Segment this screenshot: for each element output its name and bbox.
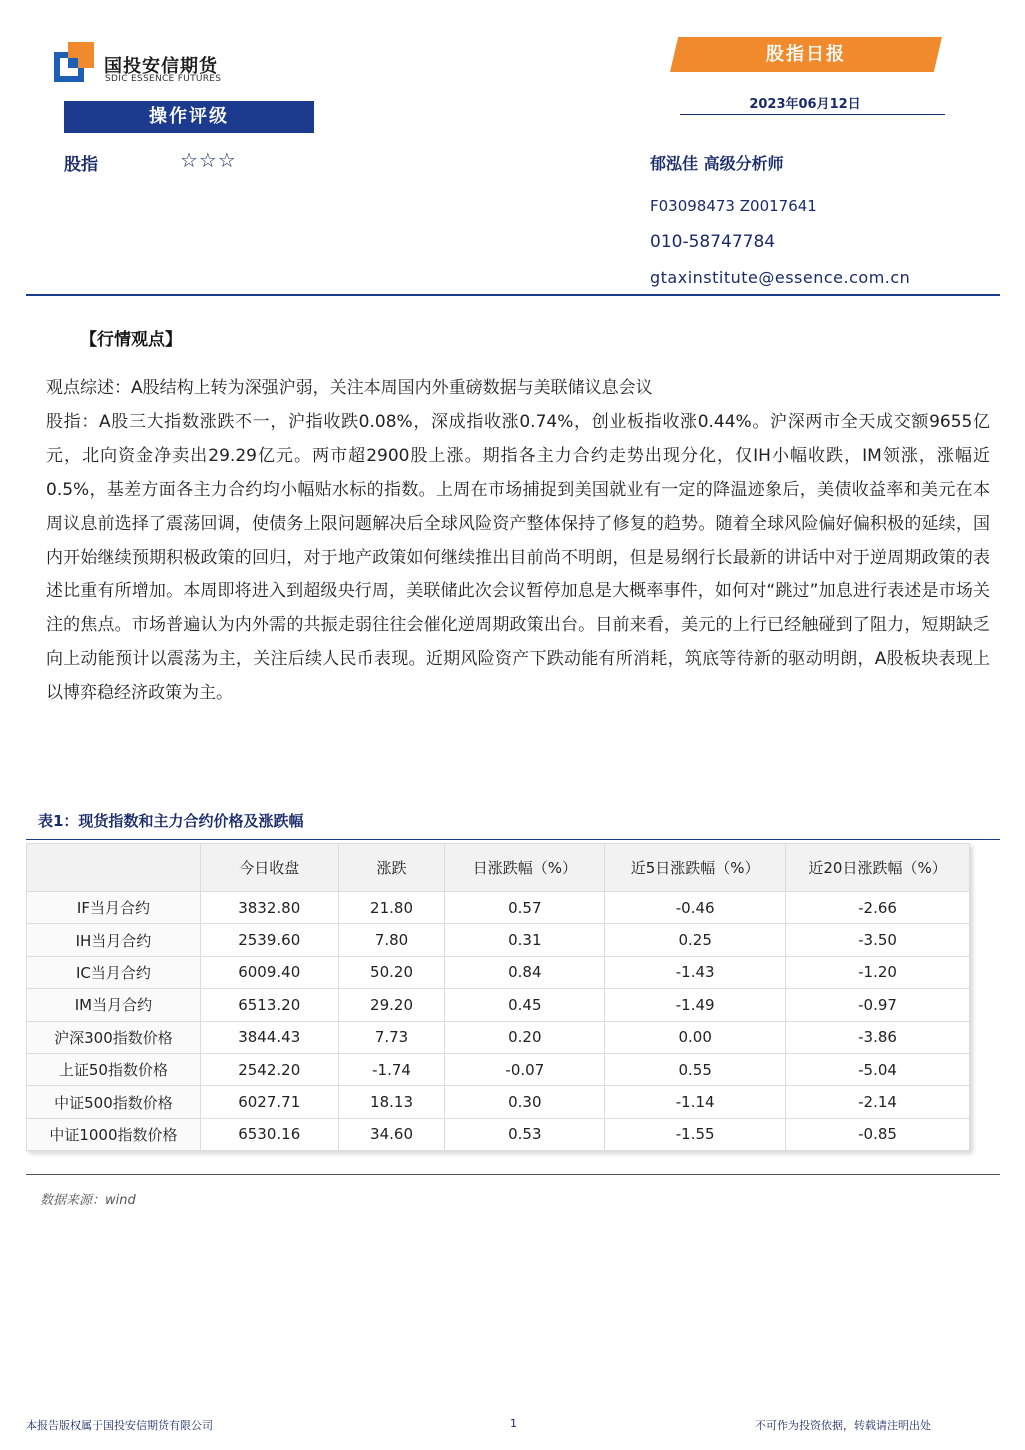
- price-table: [26, 843, 970, 1151]
- analyst-name: 郁泓佳 高级分析师: [650, 154, 784, 173]
- analyst-phone: 010-58747784: [650, 232, 776, 252]
- header-cell: 今日收盘: [200, 844, 338, 892]
- table-row: [27, 1118, 970, 1150]
- table-cell: 34.60: [338, 1118, 445, 1150]
- table-cell: 29.20: [338, 989, 445, 1021]
- header-cell: 涨跌: [338, 844, 445, 892]
- table-cell: 0.53: [445, 1118, 605, 1150]
- footer-copyright: 本报告版权属于国投安信期货有限公司: [26, 1419, 213, 1432]
- row-label: IC当月合约: [27, 956, 201, 988]
- table-cell: 18.13: [338, 1086, 445, 1118]
- header-cell: [27, 844, 201, 892]
- data-source-note: 数据来源：wind: [40, 1193, 136, 1208]
- table-cell: -1.43: [605, 956, 786, 988]
- table-cell: 0.20: [445, 1021, 605, 1053]
- table-cell: -1.49: [605, 989, 786, 1021]
- table-cell: 2542.20: [200, 1053, 338, 1085]
- rating-stars: ☆☆☆: [180, 148, 237, 172]
- company-name-cn: 国投安信期货: [104, 56, 218, 77]
- company-logo-icon: [54, 42, 94, 82]
- row-label: IH当月合约: [27, 924, 201, 956]
- table-row: [27, 892, 970, 924]
- analyst-cert: F03098473 Z0017641: [650, 197, 817, 215]
- table-row: [27, 989, 970, 1021]
- table-cell: 7.80: [338, 924, 445, 956]
- table-row: [27, 1053, 970, 1085]
- report-type-badge: [670, 37, 942, 72]
- table-cell: -5.04: [786, 1053, 970, 1085]
- header-cell: 近20日涨跌幅（%）: [786, 844, 970, 892]
- table-cell: 6530.16: [200, 1118, 338, 1150]
- table-cell: 0.31: [445, 924, 605, 956]
- table-cell: -2.14: [786, 1086, 970, 1118]
- footer-disclaimer: 不可作为投资依据，转载请注明出处: [755, 1419, 931, 1432]
- table-cell: -0.85: [786, 1118, 970, 1150]
- rating-title-bar: 操作评级: [64, 101, 314, 133]
- table-cell: -1.20: [786, 956, 970, 988]
- analyst-email[interactable]: gtaxinstitute@essence.com.cn: [650, 268, 911, 287]
- row-label: 中证500指数价格: [27, 1086, 201, 1118]
- table-row: [27, 924, 970, 956]
- table-row: [27, 956, 970, 988]
- table-row: [27, 1086, 970, 1118]
- table-cell: -1.55: [605, 1118, 786, 1150]
- table-cell: 0.57: [445, 892, 605, 924]
- table-header-row: [27, 844, 970, 892]
- table-cell: -1.74: [338, 1053, 445, 1085]
- table-cell: 0.00: [605, 1021, 786, 1053]
- report-type-label: 股指日报: [766, 44, 846, 65]
- table-cell: 0.55: [605, 1053, 786, 1085]
- table-cell: 0.25: [605, 924, 786, 956]
- section-heading: 【行情观点】: [80, 330, 182, 350]
- table-cell: 6513.20: [200, 989, 338, 1021]
- table-cell: -1.14: [605, 1086, 786, 1118]
- company-name-en: SDIC ESSENCE FUTURES: [105, 74, 222, 84]
- row-label: IF当月合约: [27, 892, 201, 924]
- date-underline: [680, 114, 945, 115]
- body-paragraph: 股指：A股三大指数涨跌不一，沪指收跌0.08%，深成指收涨0.74%，创业板指收涨0.44%。沪深两市全天成交额9655亿元，北向资金净卖出29.29亿元。两市超2900股上涨。期指各主力合约走势出现分化，仅IH小幅收跌，IM领涨，涨幅近0.5%，基差方面各主力合约均小幅贴水标的指数。上周在市场捕捉到美国就业有一定的降温迹象后，美债收益率和美元在本周议息前选择了震荡回调，使债务上限问题解决后全球风险资产整体保持了修复的趋势。随着全球风险偏好偏积极的延续，国内开始继续预期积极政策的回归，对于地产政策如何继续推出目前尚不明朗，但是易纲行长最新的讲话中对于逆周期政策的表述比重有所增加。本周即将进入到超级央行周，美联储此次会议暂停加息是大概率事件，如何对“跳过”加息进行表述是市场关注的焦点。市场普遍认为内外需的共振走弱往往会催化逆周期政策出台。目前来看，美元的上行已经触碰到了阻力，短期缺乏向上动能预计以震荡为主，关注后续人民币表现。近期风险资产下跌动能有所消耗，筑底等待新的驱动明朗，A股板块表现上以博弈稳经济政策为主。: [46, 411, 990, 704]
- row-label: 中证1000指数价格: [27, 1118, 201, 1150]
- table-cell: 2539.60: [200, 924, 338, 956]
- market-commentary: [46, 372, 990, 711]
- table-cell: -2.66: [786, 892, 970, 924]
- row-label: 沪深300指数价格: [27, 1021, 201, 1053]
- header-divider: [26, 294, 1000, 296]
- table-cell: 3844.43: [200, 1021, 338, 1053]
- table-cell: 21.80: [338, 892, 445, 924]
- table-cell: -3.50: [786, 924, 970, 956]
- table-cell: -0.07: [445, 1053, 605, 1085]
- table-cell: 0.30: [445, 1086, 605, 1118]
- table-cell: -0.46: [605, 892, 786, 924]
- table-rule-top: [26, 839, 1000, 840]
- table-cell: 7.73: [338, 1021, 445, 1053]
- summary-paragraph: 观点综述：A股结构上转为深强沪弱，关注本周国内外重磅数据与美联储议息会议: [46, 378, 653, 398]
- table-cell: 3832.80: [200, 892, 338, 924]
- table-cell: 6009.40: [200, 956, 338, 988]
- rating-label: 股指: [64, 155, 98, 175]
- table-cell: 50.20: [338, 956, 445, 988]
- table-cell: 0.84: [445, 956, 605, 988]
- table-cell: 0.45: [445, 989, 605, 1021]
- table-cell: -0.97: [786, 989, 970, 1021]
- table-rule-bottom: [26, 1174, 1000, 1175]
- table-cell: 6027.71: [200, 1086, 338, 1118]
- header-cell: 近5日涨跌幅（%）: [605, 844, 786, 892]
- page-number: 1: [510, 1417, 517, 1430]
- row-label: 上证50指数价格: [27, 1053, 201, 1085]
- header-cell: 日涨跌幅（%）: [445, 844, 605, 892]
- table-cell: -3.86: [786, 1021, 970, 1053]
- row-label: IM当月合约: [27, 989, 201, 1021]
- table-title: 表1：现货指数和主力合约价格及涨跌幅: [38, 812, 304, 830]
- table-row: [27, 1021, 970, 1053]
- report-date: 2023年06月12日: [749, 97, 861, 112]
